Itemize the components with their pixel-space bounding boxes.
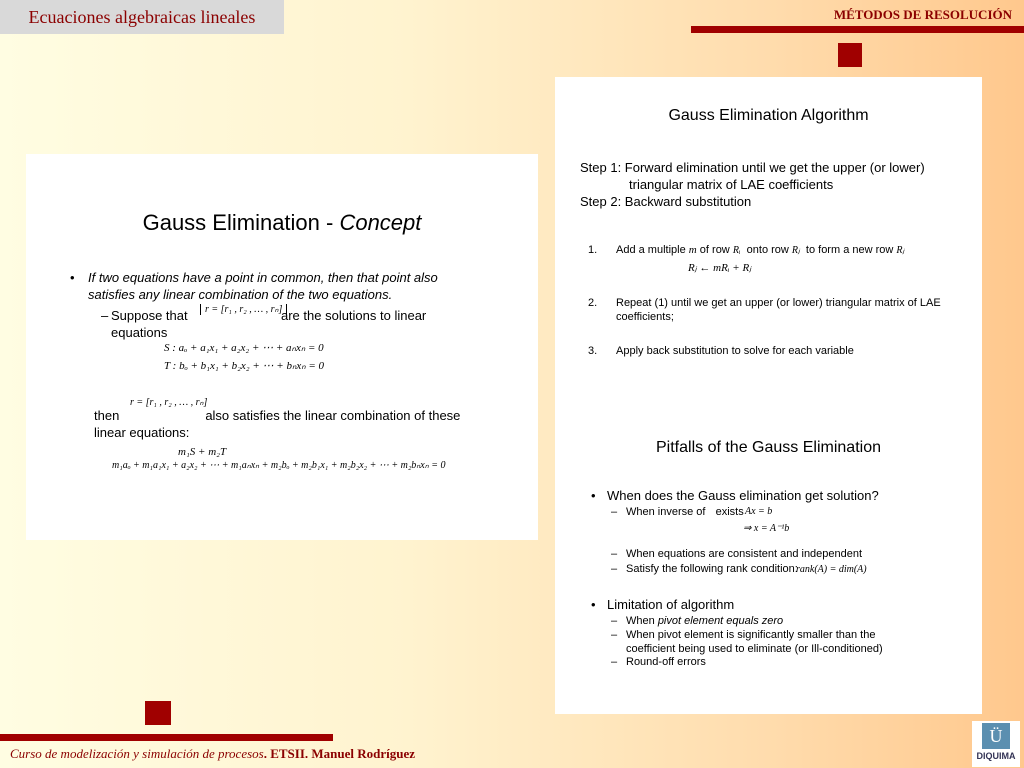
item3-number: 3.: [588, 345, 598, 357]
algorithm-title: Gauss Elimination Algorithm: [668, 107, 869, 124]
item1-c: onto row: [746, 244, 789, 256]
footer-author: . ETSII. Manuel Rodríguez: [263, 746, 416, 761]
eq-t: T : bₒ + b₁x₁ + b₂x₂ + ⋯ + bₙxₙ = 0: [164, 360, 325, 372]
pitfall-1b: When equations are consistent and independent: [626, 548, 863, 560]
eq-rank: rank(A) = dim(A): [796, 564, 867, 575]
diquima-logo: [972, 721, 1020, 767]
item1-number: 1.: [588, 244, 598, 256]
pitfall-2: Limitation of algorithm: [607, 597, 735, 612]
pitfall-1a-pre: When inverse of: [626, 506, 706, 518]
slide-title: [0, 0, 284, 34]
concept-panel: [26, 154, 538, 540]
pitfall-2a-italic: pivot element equals zero: [657, 615, 784, 627]
dash: –: [611, 506, 618, 518]
item1-rj: Rⱼ: [791, 245, 800, 256]
step1b: triangular matrix of LAE coefficients: [629, 177, 834, 192]
bullet-point: •: [70, 270, 75, 285]
concept-title: [26, 210, 538, 236]
concept-bullet-text: If two equations have a point in common, then that point also satisfies any linear combination of the two equations.: [88, 270, 438, 302]
pitfalls-title: Pitfalls of the Gauss Elimination: [656, 439, 881, 456]
then-text: [94, 407, 494, 441]
footer-accent-square: [145, 701, 171, 725]
eq-combination: m₁S + m₂T: [178, 446, 227, 458]
suppose-post: are the solutions to linear equations: [111, 308, 427, 340]
pitfall-1: When does the Gauss elimination get solution?: [607, 488, 879, 503]
eq-ax-b: Ax = b: [745, 506, 773, 517]
pitfall-2a: [626, 614, 783, 628]
concept-title-italic: Concept: [339, 210, 422, 235]
logo-text: DIQUIMA: [976, 751, 1016, 761]
item1-m: m: [688, 244, 697, 256]
item1-ri: Rᵢ: [732, 245, 741, 256]
vector-r-eq-2: r = [r₁ , r₂ , … , rₙ]: [130, 397, 208, 408]
dash: –: [101, 308, 109, 323]
eq-s: S : aₒ + a₁x₁ + a₂x₂ + ⋯ + aₙxₙ = 0: [164, 342, 324, 354]
pitfall-2b: When pivot element is significantly smaller than the coefficient being used to eliminate (or Ill-conditioned): [626, 629, 883, 655]
logo-mark-icon: Ü: [982, 723, 1010, 749]
pitfall-1c: Satisfy the following rank condition:: [626, 563, 798, 575]
item2-text: Repeat (1) until we get an upper (or lower) triangular matrix of LAE coefficients;: [616, 297, 941, 323]
item1-b: of row: [699, 244, 730, 256]
item1-a: Add a multiple: [616, 244, 686, 256]
vector-r-eq: r = [r₁ , r₂ , … , rₙ]: [200, 304, 287, 315]
suppose-pre: Suppose that: [111, 308, 188, 323]
dash: –: [611, 615, 618, 627]
step2: Step 2: Backward substitution: [580, 194, 752, 209]
then-pre: then: [94, 408, 120, 423]
dash: –: [611, 563, 618, 575]
item2-number: 2.: [588, 297, 598, 309]
dash: –: [611, 548, 618, 560]
dash: –: [611, 629, 618, 641]
item3-text: Apply back substitution to solve for each variable: [616, 345, 854, 357]
pitfall-2c: Round-off errors: [626, 656, 706, 668]
pitfall-1a-post: exists: [715, 506, 744, 518]
pitfall-1a: [626, 505, 744, 519]
footer-credit: [10, 746, 415, 762]
step1: Step 1: Forward elimination until we get the upper (or lower): [580, 160, 925, 175]
eq-inverse: ⇒ x = A⁻¹b: [743, 523, 790, 534]
algorithm-panel: [555, 77, 982, 714]
header-accent-bar: [691, 26, 1024, 33]
then-post: also satisfies the linear combination of these linear equations:: [94, 408, 461, 440]
eq-long: m₁aₒ + m₁a₁x₁ + a₂x₂ + ⋯ + m₁aₙxₙ + m₂bₒ + m₂b₁x₁ + m₂b₂x₂ + ⋯ + m₂bₙxₙ = 0: [112, 460, 446, 471]
footer-accent-bar: [0, 734, 333, 741]
pitfall-bullet-1: •: [591, 488, 596, 503]
item1-d: to form a new row: [805, 244, 894, 256]
item1-text: [616, 243, 904, 258]
section-title: MÉTODOS DE RESOLUCIÓN: [833, 7, 1012, 22]
footer-course: Curso de modelización y simulación de procesos: [10, 746, 264, 761]
slide-title-text: Ecuaciones algebraicas lineales: [28, 6, 256, 27]
concept-title-plain: Gauss Elimination -: [142, 210, 340, 235]
item1-rj2: Rⱼ: [896, 245, 905, 256]
item1-equation: Rⱼ ← mRᵢ + Rⱼ: [688, 262, 752, 274]
header-accent-square: [838, 43, 862, 67]
pitfall-2a-pre: When: [626, 615, 655, 627]
pitfall-bullet-2: •: [591, 597, 596, 612]
dash: –: [611, 656, 618, 668]
